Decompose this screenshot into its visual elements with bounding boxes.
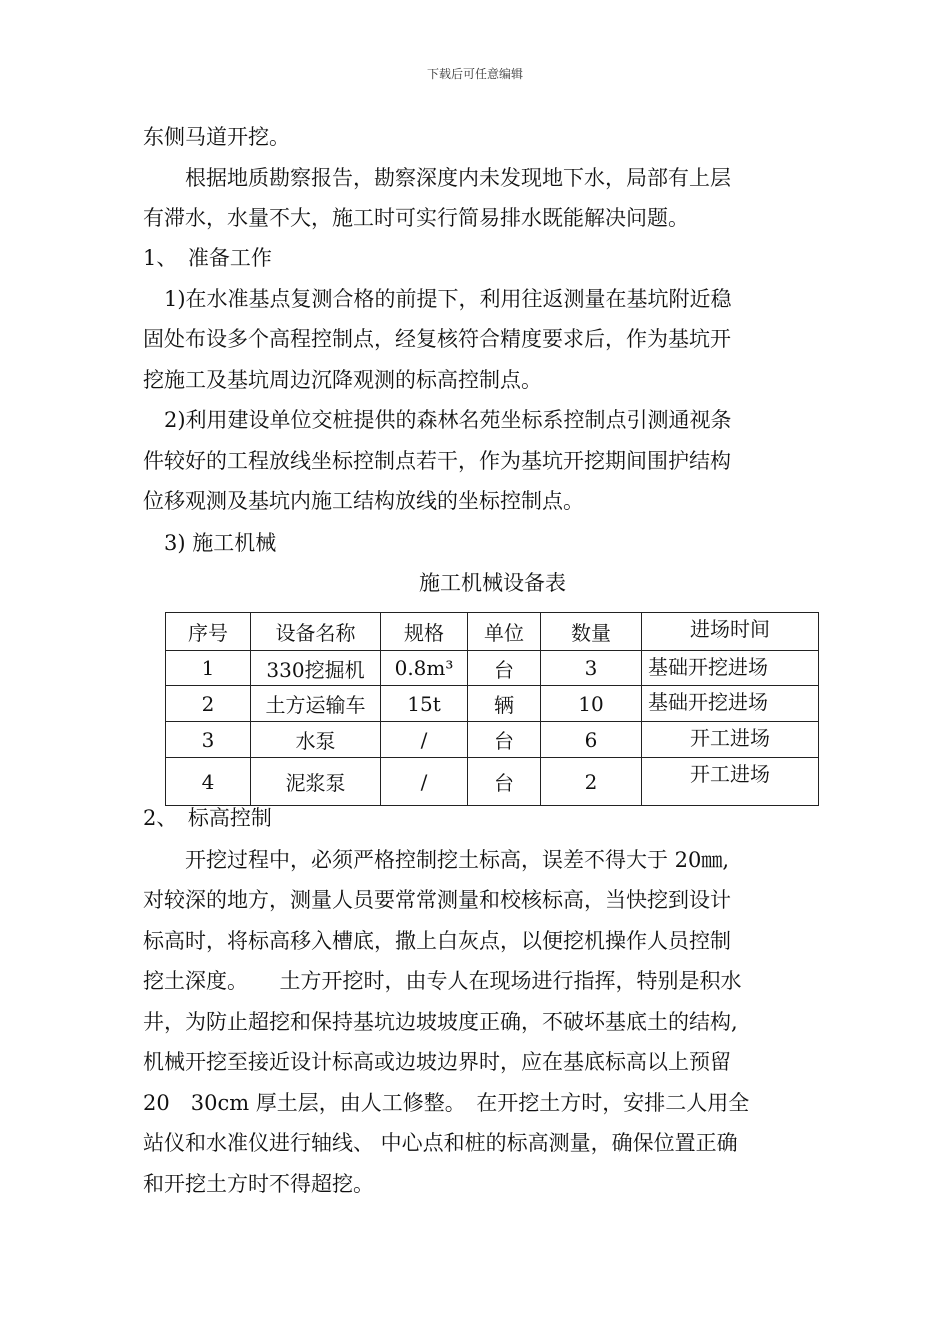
section-heading-2: 2、 标高控制: [143, 806, 272, 830]
table-cell: 3: [166, 722, 251, 758]
table-cell: 台: [468, 722, 541, 758]
section-heading-1: 1、 准备工作: [143, 246, 272, 270]
paragraph-line: 挖施工及基坑周边沉降观测的标高控制点。: [143, 368, 542, 392]
paragraph-line: 井，为防止超挖和保持基坑边坡坡度正确，不破坏基底土的结构,: [143, 1010, 738, 1034]
paragraph-line: 20 30cm 厚土层，由人工修整。 在开挖土方时，安排二人用全: [143, 1091, 750, 1115]
table-cell: 6: [541, 722, 642, 758]
paragraph-line: 件较好的工程放线坐标控制点若干，作为基坑开挖期间围护结构: [143, 449, 731, 473]
table-row: [166, 686, 819, 722]
paragraph-line: 站仪和水准仪进行轴线、 中心点和桩的标高测量，确保位置正确: [143, 1131, 738, 1155]
table-cell: 开工进场: [642, 722, 819, 758]
paragraph-line: 东侧马道开挖。: [143, 125, 290, 149]
paragraph-line: 机械开挖至接近设计标高或边坡边界时，应在基底标高以上预留: [143, 1050, 731, 1074]
paragraph-line: 对较深的地方，测量人员要常常测量和校核标高，当快挖到设计: [143, 888, 731, 912]
table-cell: 10: [541, 686, 642, 722]
paragraph-line: 1)在水准基点复测合格的前提下，利用往返测量在基坑附近稳: [143, 287, 732, 311]
table-cell: 泥浆泵: [251, 758, 381, 806]
equipment-table: [165, 612, 819, 806]
table-row: [166, 722, 819, 758]
table-cell: 2: [541, 758, 642, 806]
table-row: [166, 758, 819, 806]
table-cell: 2: [166, 686, 251, 722]
table-header-cell: 进场时间: [642, 613, 819, 651]
table-cell: 3: [541, 651, 642, 686]
table-cell: 基础开挖进场: [642, 686, 819, 722]
paragraph-line: 有滞水，水量不大，施工时可实行简易排水既能解决问题。: [143, 206, 689, 230]
table-cell: 水泵: [251, 722, 381, 758]
table-header-cell: 单位: [468, 613, 541, 651]
table-cell: 辆: [468, 686, 541, 722]
paragraph-line: 位移观测及基坑内施工结构放线的坐标控制点。: [143, 489, 584, 513]
subsection-heading: 3) 施工机械: [143, 531, 277, 555]
table-cell: 台: [468, 758, 541, 806]
paragraph-line: 标高时，将标高移入槽底，撒上白灰点，以便挖机操作人员控制: [143, 929, 731, 953]
paragraph-line: 和开挖土方时不得超挖。: [143, 1172, 374, 1196]
paragraph-line: 2)利用建设单位交桩提供的森林名苑坐标系控制点引测通视条: [143, 408, 732, 432]
page-header-note: 下载后可任意编辑: [426, 67, 523, 81]
paragraph-line: 开挖过程中，必须严格控制挖土标高，误差不得大于 20㎜,: [143, 848, 730, 872]
table-cell: 开工进场: [642, 758, 819, 806]
paragraph-line: 根据地质勘察报告，勘察深度内未发现地下水，局部有上层: [143, 166, 731, 190]
paragraph-line: 固处布设多个高程控制点，经复核符合精度要求后，作为基坑开: [143, 327, 731, 351]
table-cell: 15t: [381, 686, 468, 722]
paragraph-line: 挖土深度。 土方开挖时，由专人在现场进行指挥，特别是积水: [143, 969, 742, 993]
table-header-cell: 数量: [541, 613, 642, 651]
table-header-cell: 序号: [166, 613, 251, 651]
table-cell: /: [381, 722, 468, 758]
table-row: [166, 651, 819, 686]
table-cell: 330挖掘机: [251, 651, 381, 686]
table-header-row: [166, 613, 819, 651]
table-cell: 0.8m³: [381, 651, 468, 686]
table-cell: 台: [468, 651, 541, 686]
table-cell: 土方运输车: [251, 686, 381, 722]
table-cell: 基础开挖进场: [642, 651, 819, 686]
table-header-cell: 设备名称: [251, 613, 381, 651]
table-cell: 4: [166, 758, 251, 806]
table-title: 施工机械设备表: [419, 571, 566, 595]
table-cell: 1: [166, 651, 251, 686]
table-cell: /: [381, 758, 468, 806]
table-header-cell: 规格: [381, 613, 468, 651]
